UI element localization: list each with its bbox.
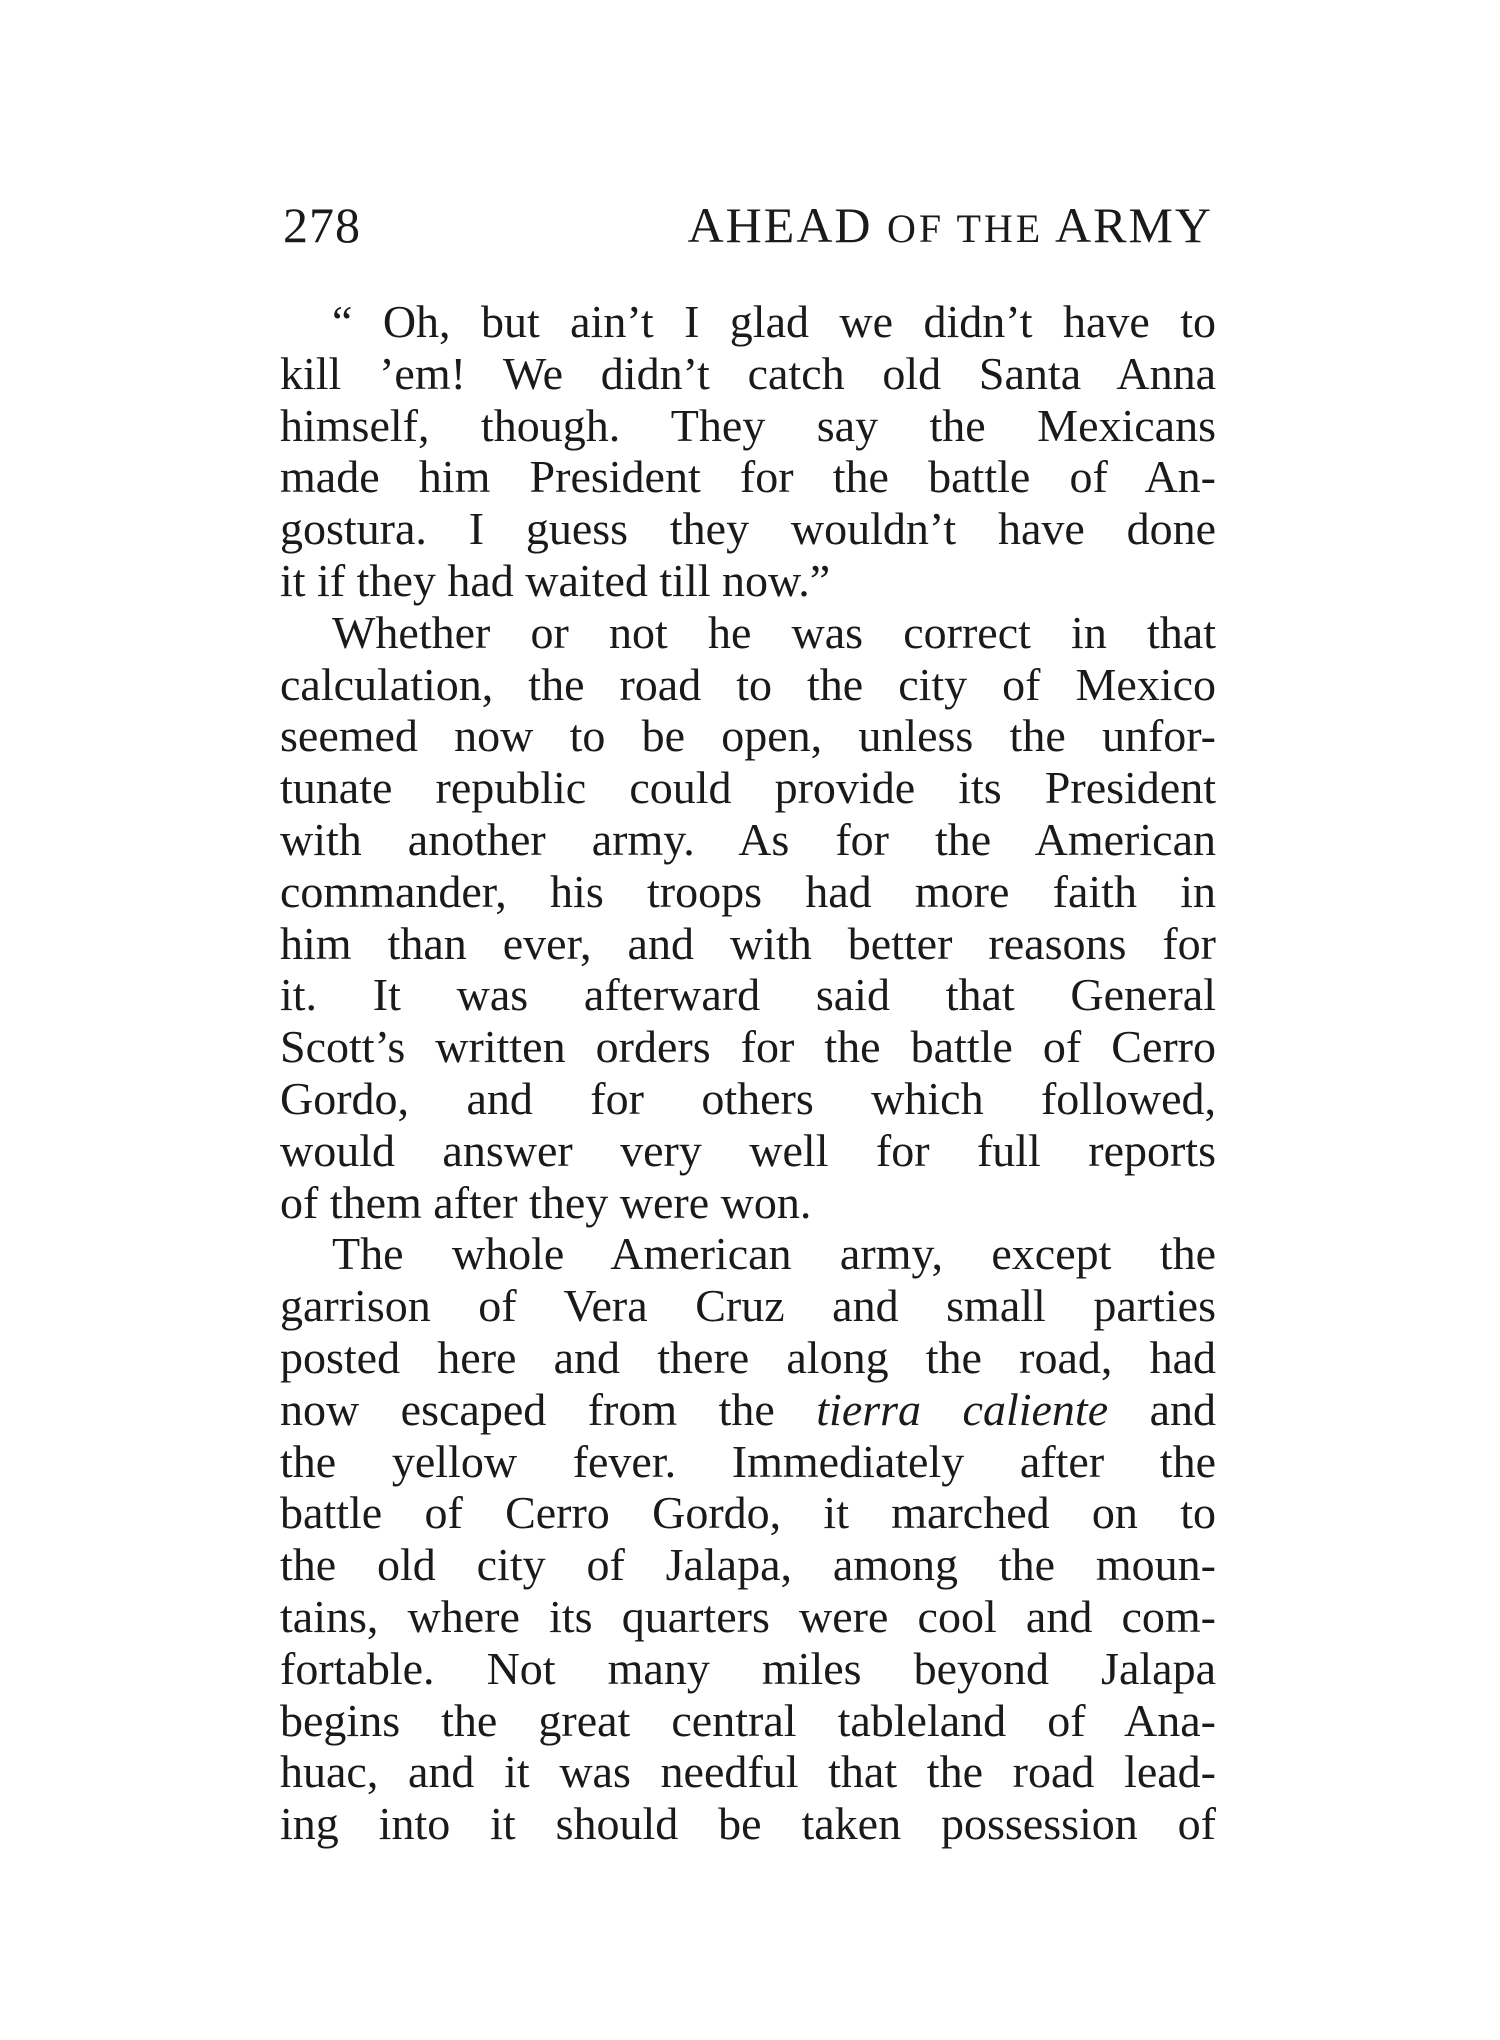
text-segment: and bbox=[1108, 1383, 1217, 1435]
text-line: it if they had waited till now.” bbox=[280, 554, 831, 606]
text-line: the yellow fever. Immediately after the bbox=[280, 1435, 1216, 1487]
text-line: calculation, the road to the city of Mexico bbox=[280, 658, 1216, 710]
page-number: 278 bbox=[283, 197, 361, 253]
text-line: The whole American army, except the bbox=[332, 1228, 1216, 1280]
text-line: Scott’s written orders for the battle of Cerro bbox=[280, 1021, 1216, 1073]
running-title-part: AHEAD bbox=[687, 197, 873, 253]
text-line: commander, his troops had more faith in bbox=[280, 865, 1216, 917]
text-line: fortable. Not many miles beyond Jalapa bbox=[280, 1642, 1216, 1694]
text-line: “ Oh, but ain’t I glad we didn’t have to bbox=[332, 296, 1216, 347]
text-line: posted here and there along the road, had bbox=[280, 1331, 1216, 1383]
running-title bbox=[688, 190, 1213, 264]
running-title-part: ARMY bbox=[1054, 197, 1213, 253]
text-line: huac, and it was needful that the road lead- bbox=[280, 1746, 1216, 1798]
text-line: of them after they were won. bbox=[280, 1176, 812, 1228]
text-line: begins the great central tableland of Ana- bbox=[280, 1694, 1216, 1746]
running-title-small-caps: OF THE bbox=[887, 206, 1044, 251]
text-line: kill ’em! We didn’t catch old Santa Anna bbox=[280, 347, 1216, 399]
text-line: with another army. As for the American bbox=[280, 813, 1216, 865]
text-line: tains, where its quarters were cool and com- bbox=[280, 1590, 1216, 1642]
text-line: battle of Cerro Gordo, it marched on to bbox=[280, 1487, 1216, 1539]
text-line: himself, though. They say the Mexicans bbox=[280, 399, 1216, 451]
text-line: gostura. I guess they wouldn’t have done bbox=[280, 503, 1216, 555]
text-line: ing into it should be taken possession of bbox=[280, 1798, 1216, 1850]
text-line: Gordo, and for others which followed, bbox=[280, 1072, 1216, 1124]
italic-phrase: tierra caliente bbox=[816, 1383, 1109, 1435]
text-line: would answer very well for full reports bbox=[280, 1124, 1216, 1176]
text-line: made him President for the battle of An- bbox=[280, 451, 1216, 503]
text-segment: now escaped from the bbox=[280, 1383, 817, 1435]
text-line: Whether or not he was correct in that bbox=[332, 606, 1216, 658]
text-line: it. It was afterward said that General bbox=[280, 969, 1216, 1021]
text-line: garrison of Vera Cruz and small parties bbox=[280, 1280, 1216, 1332]
body-text bbox=[280, 296, 1216, 1850]
text-line: seemed now to be open, unless the unfor- bbox=[280, 710, 1216, 762]
text-line bbox=[280, 1384, 1216, 1436]
text-line: him than ever, and with better reasons for bbox=[280, 917, 1216, 969]
running-head bbox=[283, 190, 1213, 260]
text-line: tunate republic could provide its President bbox=[280, 762, 1216, 814]
text-line: the old city of Jalapa, among the moun- bbox=[280, 1539, 1216, 1591]
